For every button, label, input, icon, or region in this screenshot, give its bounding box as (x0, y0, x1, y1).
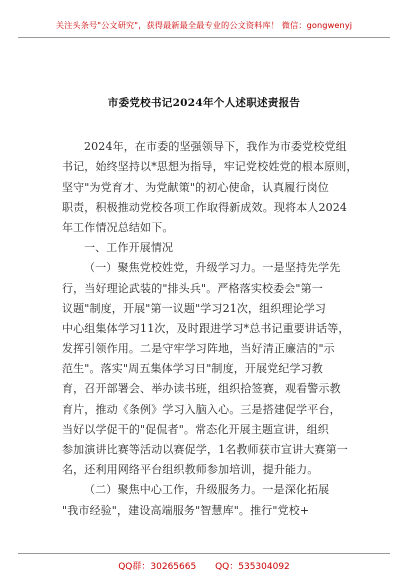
body-line: （一）聚焦党校姓党，升级学习力。一是坚持先学先 (84, 261, 341, 275)
document-body (62, 117, 358, 521)
body-line: 中心组集体学习11次，及时跟进学习*总书记重要讲话等， (62, 321, 350, 335)
footer-rule (18, 553, 390, 554)
header-banner: 关注头条号"公文研究"，获得最新最全最专业的公文资料库！ 微信：gongwenyj (55, 20, 353, 30)
body-line: 年工作情况总结如下。 (62, 220, 174, 234)
body-line: 参加演讲比赛等活动以赛促学，1名教师获市宣讲大赛第一 (62, 443, 348, 456)
body-line: 议题"制度，开展"第一议题"学习21次，组织理论学习 (62, 301, 327, 315)
body-line: 书记，始终坚持以*思想为指导，牢记党校姓党的根本原则， (62, 160, 358, 174)
footer-qq: QQ：535304092 (215, 562, 290, 572)
document-title: 市委党校书记2024年个人述职述责报告 (107, 97, 301, 109)
body-line: 坚守"为党育才、为党献策"的初心使命，认真履行岗位 (62, 180, 329, 194)
body-line: 名，还利用网络平台组织教师参加培训，提升能力。 (62, 463, 319, 477)
body-line: （二）聚焦中心工作，升级服务力。一是深化拓展 (84, 483, 330, 497)
body-line: 范生"。落实"周五集体学习日"制度，开展党纪学习教 (62, 362, 323, 376)
body-line: 2024年，在市委的坚强领导下，我作为市委党校党组 (84, 140, 347, 154)
body-line: 育，召开部署会、举办读书班，组织拾签赛，观看警示教 (62, 382, 341, 396)
footer-qq-group: QQ群：30265665 (118, 562, 197, 572)
body-line: 当好以学促干的"促侃者"。常态化开展主题宣讲，组织 (62, 422, 329, 436)
body-line: 发挥引领作用。二是守牢学习阵地，当好清正廉洁的"示 (62, 342, 335, 356)
body-line: 一、工作开展情况 (84, 241, 174, 255)
body-line: "我市经验"，建设高端服务"智慧库"。推行"党校+ (62, 503, 310, 517)
body-line: 职责，积极推动党校各项工作取得新成效。现将本人2024 (62, 200, 348, 214)
body-line (62, 117, 348, 137)
body-line: 育片，推动《条例》学习入脑入心。三是搭建促学平台， (62, 402, 341, 416)
body-line: 行，当好理论武装的"排头兵"。严格落实校委会"第一 (62, 281, 323, 295)
footer-contact (0, 559, 408, 572)
header-rule (18, 37, 390, 38)
